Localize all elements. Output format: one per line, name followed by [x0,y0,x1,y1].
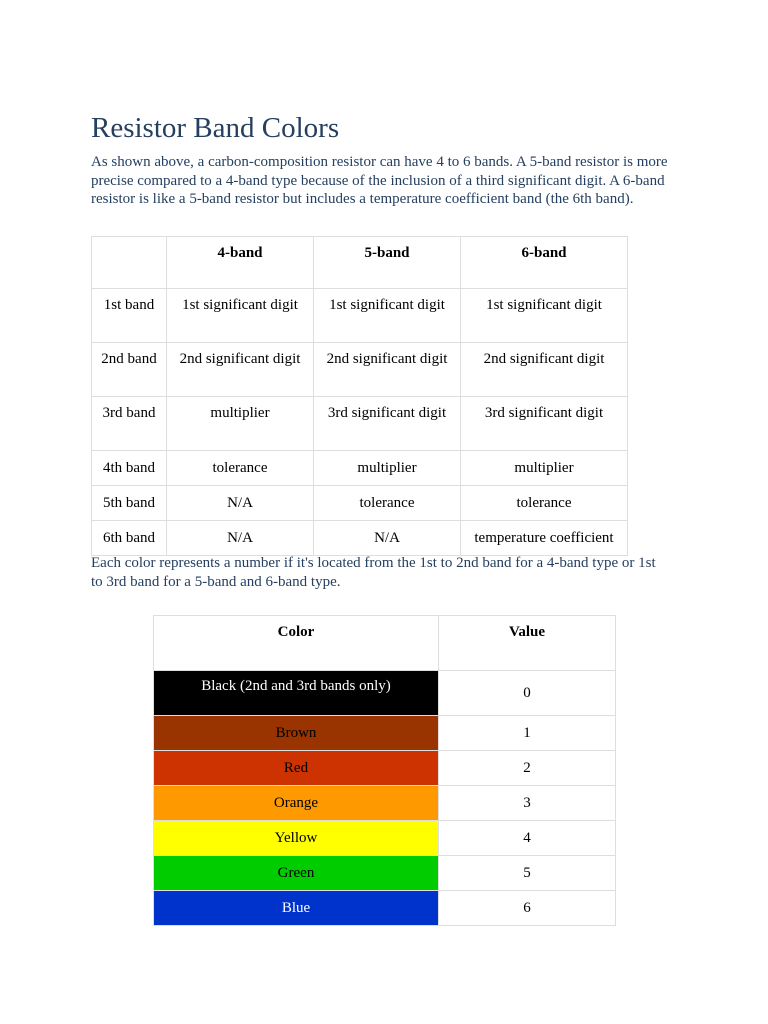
table-row [154,751,616,786]
band-label-cell: 5th band [92,486,167,521]
table-row [92,289,628,343]
color-swatch-cell: Orange [154,786,439,821]
band-label-cell: 4th band [92,451,167,486]
value-column-header: Value [439,616,616,671]
table-cell: tolerance [461,486,628,521]
band-table-header-cell: 6-band [461,237,628,289]
table-row [92,486,628,521]
table-row [92,451,628,486]
table-row [154,821,616,856]
table-cell: tolerance [167,451,314,486]
table-cell: 2nd significant digit [314,343,461,397]
band-table-header-row [92,237,628,289]
table-cell: 1st significant digit [314,289,461,343]
table-row [92,343,628,397]
table-cell: tolerance [314,486,461,521]
page-title: Resistor Band Colors [91,112,340,144]
table-cell: N/A [167,486,314,521]
color-column-header: Color [154,616,439,671]
table-cell: N/A [167,521,314,556]
band-table-header-cell: 4-band [167,237,314,289]
intro-paragraph: As shown above, a carbon-composition resistor can have 4 to 6 bands. A 5-band resistor is more precise compared to a 4-band type because of the inclusion of a third significant digit. A 6-band resistor is like a 5-band resistor but includes a temperature coefficient band (the 6th band). [91,154,668,207]
color-swatch-cell: Black (2nd and 3rd bands only) [154,671,439,716]
table-cell: 1st significant digit [461,289,628,343]
table-cell: 2nd significant digit [167,343,314,397]
table-row [154,856,616,891]
color-explanation-paragraph: Each color represents a number if it's located from the 1st to 2nd band for a 4-band type or 1st to 3rd band for a 5-band and 6-band type. [91,555,656,590]
value-cell: 2 [439,751,616,786]
color-table-header-row [154,616,616,671]
table-cell: multiplier [314,451,461,486]
band-label-cell: 1st band [92,289,167,343]
band-label-cell: 3rd band [92,397,167,451]
value-cell: 5 [439,856,616,891]
value-cell: 0 [439,671,616,716]
color-swatch-cell: Yellow [154,821,439,856]
band-table-header-cell: 5-band [314,237,461,289]
table-row [154,786,616,821]
color-swatch-cell: Blue [154,891,439,926]
color-swatch-cell: Brown [154,716,439,751]
band-table [91,236,628,556]
table-cell: 3rd significant digit [314,397,461,451]
value-cell: 4 [439,821,616,856]
table-row [92,521,628,556]
table-row [154,716,616,751]
table-cell: multiplier [461,451,628,486]
table-row [92,397,628,451]
table-cell: 2nd significant digit [461,343,628,397]
value-cell: 3 [439,786,616,821]
band-table-header-cell [92,237,167,289]
table-cell: temperature coefficient [461,521,628,556]
value-cell: 6 [439,891,616,926]
color-swatch-cell: Green [154,856,439,891]
table-cell: multiplier [167,397,314,451]
color-swatch-cell: Red [154,751,439,786]
table-cell: N/A [314,521,461,556]
band-label-cell: 6th band [92,521,167,556]
color-code-table [153,615,616,926]
table-row [154,891,616,926]
table-cell: 1st significant digit [167,289,314,343]
value-cell: 1 [439,716,616,751]
band-label-cell: 2nd band [92,343,167,397]
table-cell: 3rd significant digit [461,397,628,451]
table-row [154,671,616,716]
